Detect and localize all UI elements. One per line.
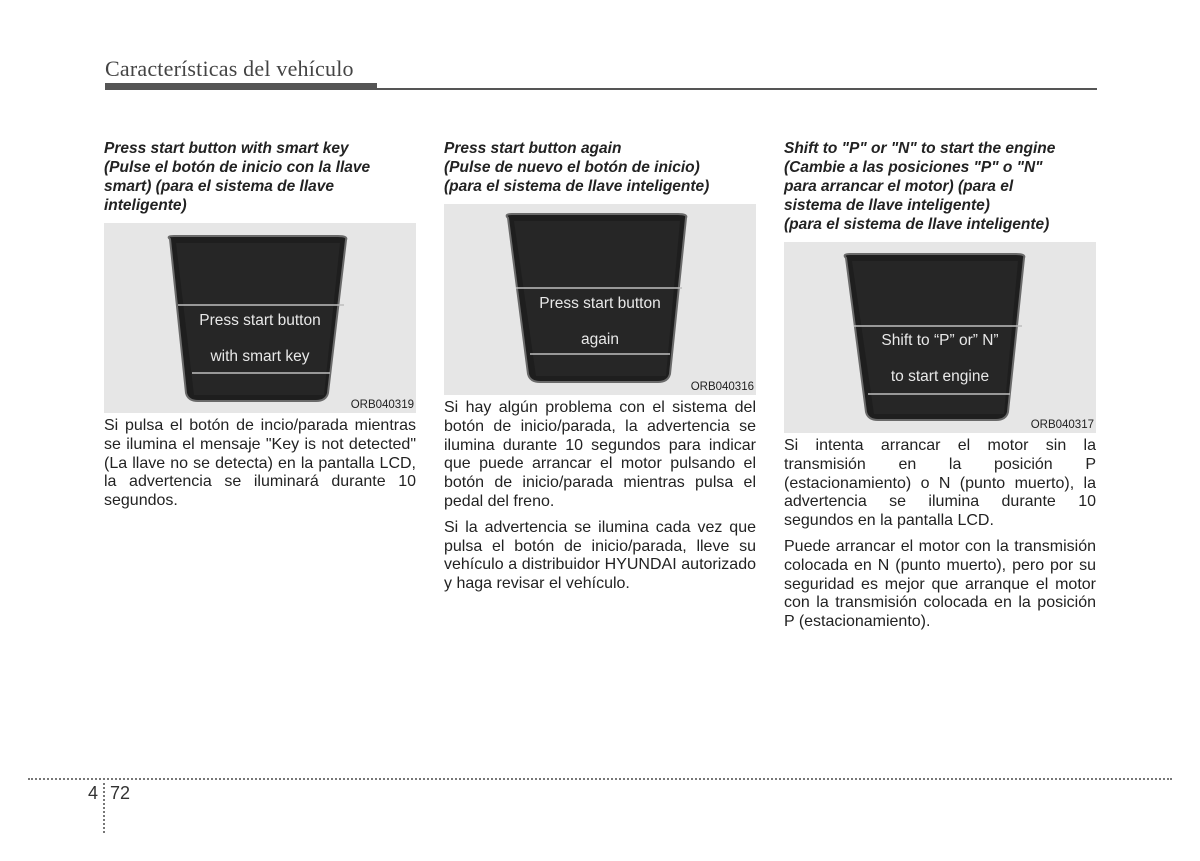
caption-line: inteligente) [104,197,187,214]
page-header-title: Características del vehículo [105,56,354,81]
figure-code: ORB040316 [690,381,754,393]
lcd-message-line: again [581,331,619,348]
caption-line: sistema de llave inteligente) [784,197,990,214]
figure-caption [104,139,416,215]
caption-line: (para el sistema de llave inteligente) [784,216,1050,233]
lcd-message-line: to start engine [890,368,990,385]
body-paragraph: Si intenta arrancar el motor sin la transmisión en la posición P (estacionamiento) o N (punto muerto), la advertencia se ilumina durante 10 segundos en la pantalla LCD. [784,437,1096,530]
caption-line: (Pulse de nuevo el botón de inicio) [444,159,700,176]
footer-divider [103,778,105,833]
body-paragraph: Si hay algún problema con el sistema del botón de inicio/parada, la advertencia se ilumina durante 10 segundos para indicar que puede arrancar el motor pulsando el botón de inicio/parada mientras pulsa el pedal del freno. [444,399,756,510]
figure-caption [784,139,1096,234]
body-paragraph: Si pulsa el botón de incio/parada mientras se ilumina el mensaje "Key is not detected" (La llave no se detecta) en la pantalla LCD, la advertencia se iluminará durante 10 segundos. [104,417,416,510]
caption-line: smart) (para el sistema de llave [104,178,335,195]
caption-line: (para el sistema de llave inteligente) [444,178,710,195]
lcd-message-line: Shift to “P” or” N” [881,332,999,349]
column-3 [784,139,1096,632]
column-2 [444,139,756,594]
figure-code: ORB040319 [350,399,414,411]
caption-line: para arrancar el motor) (para el [784,178,1014,195]
lcd-figure [784,242,1096,433]
page-number: 72 [110,783,131,803]
section-number: 4 [88,783,99,803]
caption-line: Press start button with smart key [104,140,349,157]
caption-line: (Cambie a las posiciones "P" o "N" [784,159,1043,176]
header-rule-accent [105,83,377,90]
column-1 [104,139,416,511]
lcd-figure [444,204,756,395]
lcd-message-line: Press start button [539,295,661,312]
figure-caption [444,139,756,196]
caption-line: Shift to "P" or "N" to start the engine [784,140,1056,157]
body-paragraph: Puede arrancar el motor con la transmisión colocada en N (punto muerto), pero por su seguridad es mejor que arranque el motor con la transmisión colocada en la posición P (estacionamiento). [784,537,1096,631]
lcd-message-line: Press start button [199,312,321,329]
caption-line: Press start button again [444,140,622,157]
body-paragraph: Si la advertencia se ilumina cada vez que pulsa el botón de inicio/parada, lleve su vehículo a distribuidor HYUNDAI autorizado y haga revisar el vehículo. [444,518,756,593]
figure-code: ORB040317 [1030,419,1094,431]
footer-rule [28,778,1172,780]
lcd-figure [104,223,416,413]
lcd-message-line: with smart key [210,348,310,365]
caption-line: (Pulse el botón de inicio con la llave [104,159,371,176]
